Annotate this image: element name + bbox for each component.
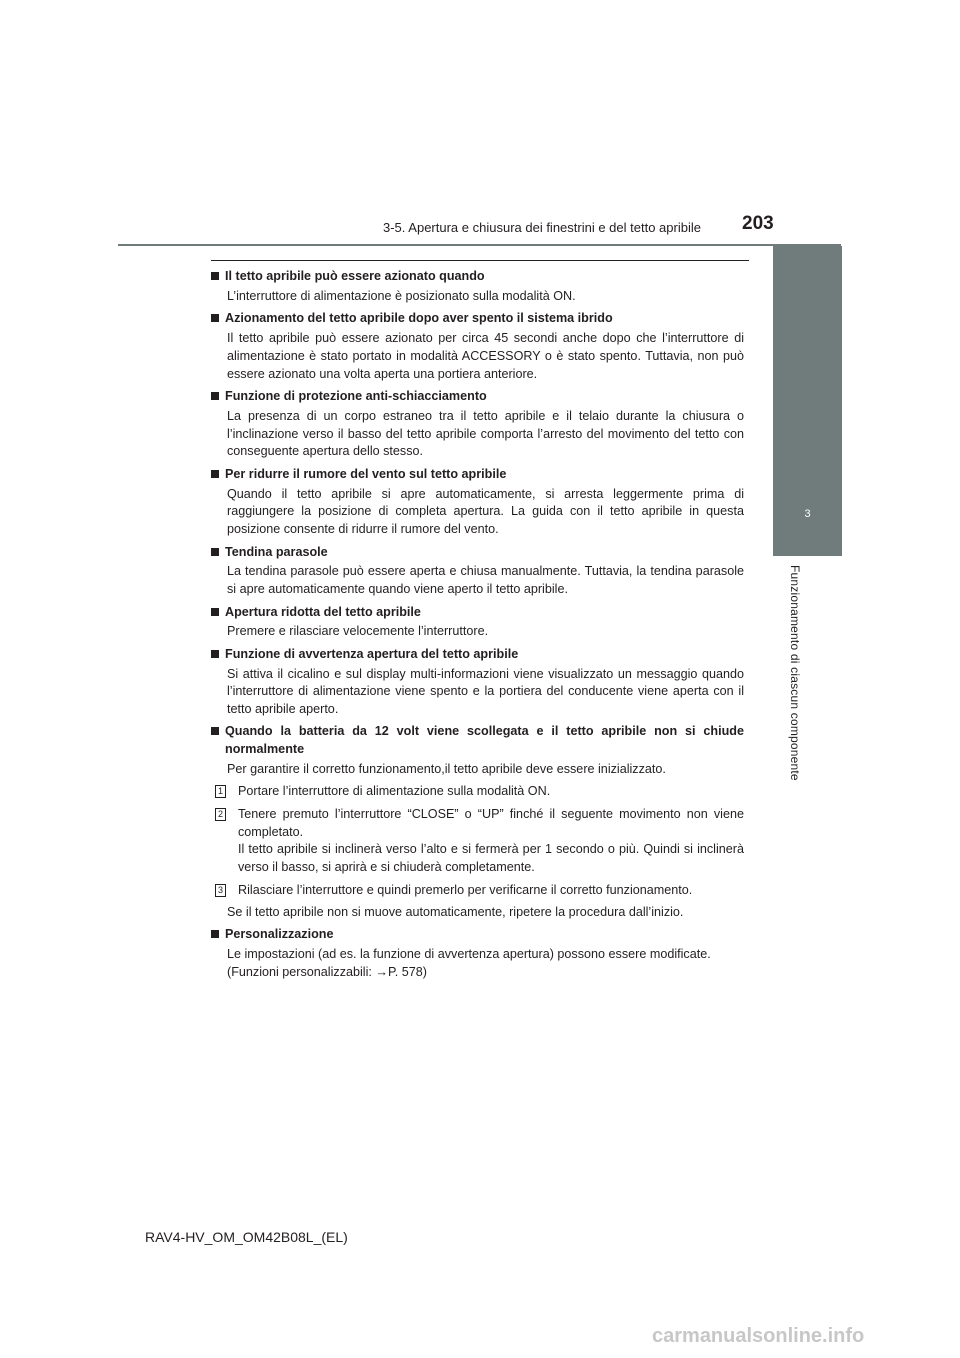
section-text: L’interruttore di alimentazione è posizionato sulla modalità ON. xyxy=(227,288,576,303)
procedure-step xyxy=(211,882,744,900)
section-text: Premere e rilasciare velocemente l’interruttore. xyxy=(227,624,489,639)
section-text: Quando il tetto apribile si apre automaticamente, si arresta leggermente prima di raggiungere la posizione di completa apertura. La guida con il tetto apribile in questa posizione consente di ridurre il rumore del vento. xyxy=(227,486,744,537)
page-reference[interactable]: (Funzioni personalizzabili: →P. 578) xyxy=(227,965,427,980)
section xyxy=(211,544,744,599)
section-heading: Quando la batteria da 12 volt viene scollegata e il tetto apribile non si chiude normalmente xyxy=(211,723,744,759)
section xyxy=(211,310,744,383)
procedure-step xyxy=(211,806,744,877)
header-rule xyxy=(118,244,841,246)
section-heading: Personalizzazione xyxy=(211,926,744,944)
content-body xyxy=(211,268,744,986)
section-heading: Azionamento del tetto apribile dopo aver spento il sistema ibrido xyxy=(211,310,744,328)
square-bullet-icon xyxy=(211,930,219,938)
section xyxy=(211,646,744,719)
step-number-badge: 1 xyxy=(215,785,226,798)
page-number: 203 xyxy=(742,213,774,234)
document-code: RAV4-HV_OM_OM42B08L_(EL) xyxy=(145,1229,348,1245)
section-text: Per garantire il corretto funzionamento,il tetto apribile deve essere inizializzato. xyxy=(227,762,666,777)
square-bullet-icon xyxy=(211,727,219,735)
section xyxy=(211,926,744,981)
content-top-rule xyxy=(211,260,749,261)
section xyxy=(211,466,744,539)
square-bullet-icon xyxy=(211,608,219,616)
step-text: Tenere premuto l’interruttore “CLOSE” o “UP” finché il seguente movimento non viene completato. xyxy=(238,806,744,839)
after-steps-note: Se il tetto apribile non si muove automaticamente, ripetere la procedura dall’inizio. xyxy=(227,905,684,920)
section-heading: Apertura ridotta del tetto apribile xyxy=(211,604,744,622)
section xyxy=(211,388,744,461)
side-rail xyxy=(773,246,842,498)
section xyxy=(211,723,744,778)
chapter-side-label: Funzionamento di ciascun componente xyxy=(788,565,802,781)
chapter-tab xyxy=(773,498,842,556)
step-number-badge: 3 xyxy=(215,884,226,897)
section-text: Si attiva il cicalino e sul display multi-informazioni viene visualizzato un messaggio quando l’interruttore di alimentazione viene spento e la portiera del conducente viene aperta con il tetto apribile aperto. xyxy=(227,666,744,717)
section-heading: Funzione di avvertenza apertura del tetto apribile xyxy=(211,646,744,664)
square-bullet-icon xyxy=(211,314,219,322)
section-heading: Tendina parasole xyxy=(211,544,744,562)
section-text: Le impostazioni (ad es. la funzione di avvertenza apertura) possono essere modificate. xyxy=(227,947,711,962)
section-text: Il tetto apribile può essere azionato per circa 45 secondi anche dopo che l’interruttore di alimentazione è stato portato in modalità ACCESSORY o è stato spento. Tuttavia, non può essere azionato una volta aperta una portiera anteriore. xyxy=(227,330,744,381)
section-text: La tendina parasole può essere aperta e chiusa manualmente. Tuttavia, la tendina parasole si apre automaticamente quando viene aperto il tetto apribile. xyxy=(227,564,744,597)
section xyxy=(211,604,744,642)
section-heading: Il tetto apribile può essere azionato quando xyxy=(211,268,744,286)
chapter-header-title: 3-5. Apertura e chiusura dei finestrini e del tetto apribile xyxy=(383,220,701,235)
chapter-tab-number: 3 xyxy=(804,508,811,520)
square-bullet-icon xyxy=(211,470,219,478)
step-text: Rilasciare l’interruttore e quindi premerlo per verificarne il corretto funzionamento. xyxy=(238,882,693,897)
square-bullet-icon xyxy=(211,650,219,658)
section xyxy=(211,268,744,306)
section-heading: Funzione di protezione anti-schiacciamento xyxy=(211,388,744,406)
watermark: carmanualsonline.info xyxy=(652,1325,865,1347)
section-text: La presenza di un corpo estraneo tra il tetto apribile e il telaio durante la chiusura o l’inclinazione verso il basso del tetto apribile comporta l’arresto del movimento del tetto con conseguente apertura dello stesso. xyxy=(227,408,744,459)
square-bullet-icon xyxy=(211,548,219,556)
step-number-badge: 2 xyxy=(215,808,226,821)
procedure-step xyxy=(211,783,744,801)
square-bullet-icon xyxy=(211,392,219,400)
square-bullet-icon xyxy=(211,272,219,280)
step-detail-text: Il tetto apribile si inclinerà verso l’alto e si fermerà per 1 secondo o più. Quindi si inclinerà verso il basso, si aprirà e si chiuderà completamente. xyxy=(238,842,744,875)
section-heading: Per ridurre il rumore del vento sul tetto apribile xyxy=(211,466,744,484)
step-text: Portare l’interruttore di alimentazione sulla modalità ON. xyxy=(238,784,551,799)
